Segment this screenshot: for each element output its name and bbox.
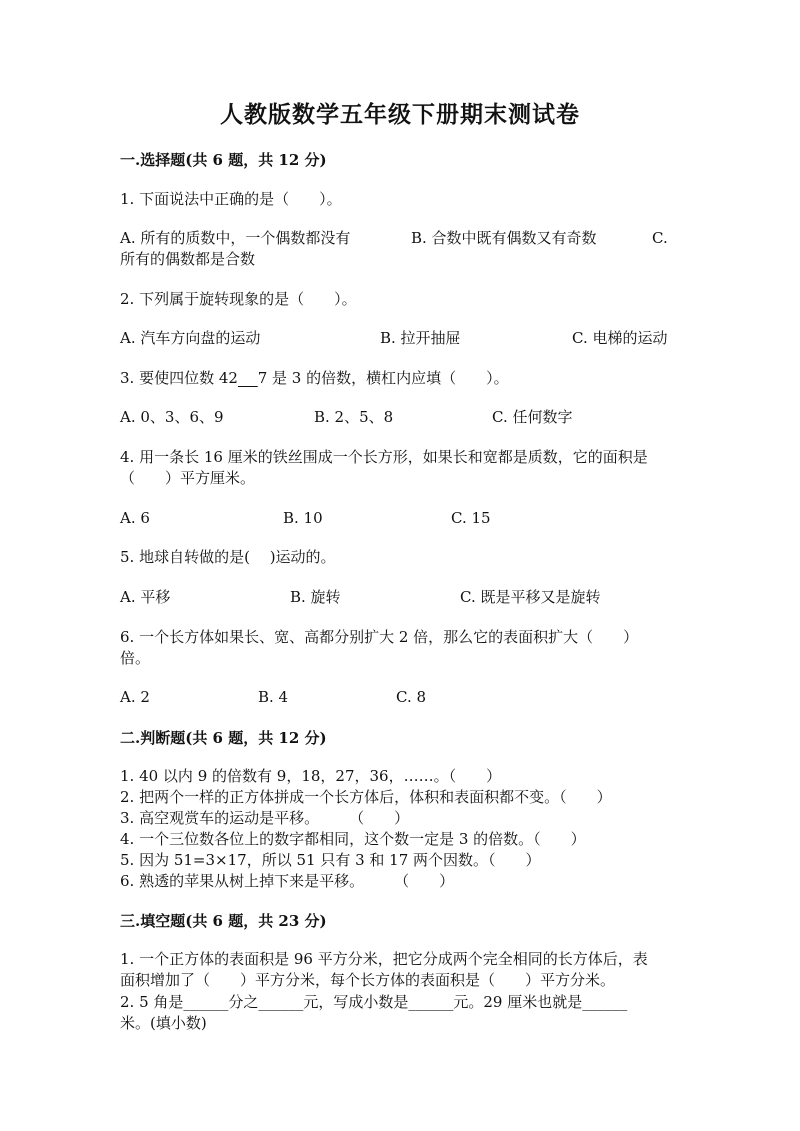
judgement-item: 4. 一个三位数各位上的数字都相同，这个数一定是 3 的倍数。（ ） (120, 830, 586, 848)
question-3-stem-suffix: 7 是 3 的倍数，横杠内应填（ ）。 (257, 369, 509, 387)
question-4-option-c: C. 15 (451, 509, 491, 527)
question-1-option-c-text: 所有的偶数都是合数 (120, 250, 256, 268)
question-3-blank (238, 369, 258, 387)
page-title: 人教版数学五年级下册期末测试卷 (220, 101, 580, 128)
question-4-option-a: A. 6 (120, 509, 150, 527)
question-3-stem-prefix: 3. 要使四位数 42 (120, 369, 238, 387)
question-2-option-a: A. 汽车方向盘的运动 (120, 329, 261, 347)
question-1-option-b: B. 合数中既有偶数又有奇数 (411, 229, 597, 247)
question-3-option-c: C. 任何数字 (492, 408, 573, 426)
fill-in-line: 米。(填小数) (120, 1014, 207, 1032)
section-heading-fill-in: 三.填空题(共 6 题，共 23 分) (120, 912, 327, 930)
question-1-option-a: A. 所有的质数中，一个偶数都没有 (120, 229, 351, 247)
question-6-option-a: A. 2 (120, 688, 150, 706)
question-4-option-b: B. 10 (283, 509, 323, 527)
fill-in-line: 2. 5 角是______分之______元，写成小数是______元。29 厘米也就是______ (120, 993, 628, 1011)
question-4-stem-line-2: （ ）平方厘米。 (120, 469, 256, 487)
question-2-option-b: B. 拉开抽屉 (380, 329, 461, 347)
question-5-option-c: C. 既是平移又是旋转 (460, 588, 601, 606)
question-3-stem (120, 368, 509, 388)
question-6-option-c: C. 8 (396, 688, 427, 706)
question-5-stem: 5. 地球自转做的是( )运动的。 (120, 548, 336, 566)
section-heading-judgement: 二.判断题(共 6 题，共 12 分) (120, 729, 327, 747)
question-3-option-b: B. 2、5、8 (314, 408, 394, 426)
judgement-item: 5. 因为 51=3×17，所以 51 只有 3 和 17 两个因数。（ ） (120, 851, 541, 869)
section-heading-choice: 一.选择题(共 6 题，共 12 分) (120, 151, 327, 169)
judgement-item: 1. 40 以内 9 的倍数有 9，18，27，36，……。（ ） (120, 767, 502, 785)
question-6-option-b: B. 4 (258, 688, 289, 706)
judgement-item: 2. 把两个一样的正方体拼成一个长方体后，体积和表面积都不变。（ ） (120, 788, 612, 806)
judgement-item: 3. 高空观赏车的运动是平移。 （ ） (120, 809, 410, 827)
question-6-stem-line-1: 6. 一个长方体如果长、宽、高都分别扩大 2 倍，那么它的表面积扩大（ ） (120, 628, 639, 646)
question-2-stem: 2. 下列属于旋转现象的是（ ）。 (120, 290, 357, 308)
question-6-stem-line-2: 倍。 (120, 649, 151, 667)
fill-in-line: 1. 一个正方体的表面积是 96 平方分米，把它分成两个完全相同的长方体后，表 (120, 950, 648, 968)
question-1-stem: 1. 下面说法中正确的是（ ）。 (120, 190, 342, 208)
question-1-option-c-label: C. (652, 229, 668, 247)
question-3-option-a: A. 0、3、6、9 (120, 408, 224, 426)
fill-in-line: 面积增加了（ ）平方分米，每个长方体的表面积是（ ）平方分米。 (120, 971, 616, 989)
question-4-stem-line-1: 4. 用一条长 16 厘米的铁丝围成一个长方形，如果长和宽都是质数，它的面积是 (120, 448, 648, 466)
question-5-option-a: A. 平移 (120, 588, 171, 606)
question-5-option-b: B. 旋转 (290, 588, 341, 606)
judgement-item: 6. 熟透的苹果从树上掉下来是平移。 （ ） (120, 872, 455, 890)
question-2-option-c: C. 电梯的运动 (572, 329, 668, 347)
